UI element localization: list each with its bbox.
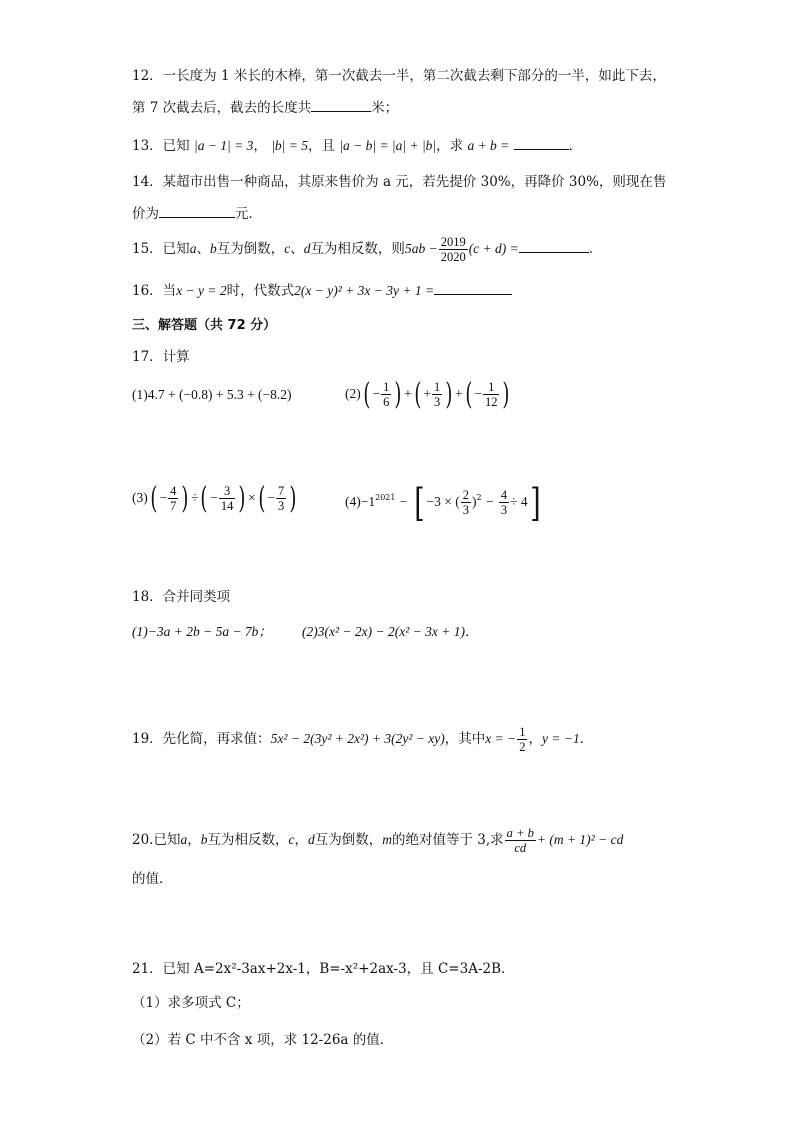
q14-text-3: 元．: [235, 206, 262, 222]
q15-mid3: 、: [290, 241, 304, 257]
q15-mid2: 互为倒数，: [216, 241, 285, 257]
q12-text-2: 第 7 次截去后，截去的长度共: [132, 100, 312, 116]
q17-p4-exponent: 2021: [375, 493, 396, 502]
q20-frac-num: a + b: [506, 826, 534, 840]
q20-var-b: b: [200, 832, 208, 847]
section-3-heading: [132, 316, 276, 336]
question-16: [132, 280, 512, 301]
q17-p4-inner-c: −: [485, 494, 494, 509]
q15-var-c: c: [284, 241, 291, 256]
q20-prefix: 20.已知: [132, 832, 181, 848]
q17-p2-lparen-1: (: [363, 376, 371, 412]
q17-p3-rparen-1: ): [181, 480, 189, 516]
q17-p4-inner-frac: [461, 488, 471, 517]
q17-p4-inner-frac-2-den: 3: [500, 503, 508, 517]
q17-p3-frac-2-num: 3: [219, 484, 236, 499]
q17-p3-lparen-1: (: [150, 480, 158, 516]
q17-p2-frac-3-den: 12: [484, 395, 498, 409]
q17-p2-frac-3-num: 1: [483, 380, 500, 395]
q17-p3-times: ×: [248, 490, 256, 505]
q17-p2-rparen-1: ): [394, 376, 402, 412]
q18-p1-expr: (1)−3a + 2b − 5a − 7b；: [132, 624, 272, 639]
q20-var-m: m: [382, 832, 392, 847]
q15-var-b: b: [209, 241, 217, 256]
q13-abs2: |b| = 5: [271, 138, 308, 153]
question-17-title: [132, 347, 190, 367]
q19-x-fraction: [517, 725, 527, 754]
q17-p2-frac-3: [483, 380, 500, 409]
q17-p3-lparen-3: (: [258, 480, 266, 516]
q17-p3-div: ÷: [191, 490, 199, 505]
q17-part-4: [345, 478, 542, 525]
q17-p3-frac-1: [168, 484, 178, 513]
q17-p4-inner-frac-2-num: 4: [500, 488, 508, 502]
q17-part-2: [345, 374, 512, 414]
q14-text-2: 价为: [132, 206, 159, 222]
question-19: [132, 724, 593, 754]
q17-p3-frac-3: [276, 484, 286, 513]
question-13: [132, 135, 582, 156]
q17-p2-frac-2: [432, 380, 442, 409]
q16-prefix: 16．当: [132, 283, 177, 299]
question-15: [132, 234, 602, 264]
q15-end: ．: [588, 241, 603, 257]
q20-t4: 互为倒数，: [314, 832, 383, 848]
q16-expression: 2(x − y)² + 3x − 3y + 1 =: [294, 283, 435, 298]
q13-sep1: ，: [253, 138, 267, 154]
q19-mid: ，其中: [444, 731, 486, 747]
q13-end: ．: [568, 138, 583, 154]
q17-p4-inner-frac-den: 3: [462, 503, 470, 517]
q17-p3-label: (3): [132, 490, 148, 505]
q13-sep2: ，且: [307, 138, 335, 154]
q17-p2-lparen-3: (: [464, 376, 472, 412]
q19-y-eq: y = −1: [541, 731, 580, 746]
q17-part-3: [132, 478, 299, 518]
q17-p2-frac-2-den: 3: [434, 395, 441, 409]
q20-frac-den: cd: [514, 841, 527, 855]
q20-t3: ，: [294, 832, 308, 848]
q13-ask: a + b =: [467, 138, 510, 153]
q17-p3-frac-3-den: 3: [278, 499, 285, 513]
q17-p2-rparen-3: ): [502, 376, 510, 412]
q17-p2-frac-1-num: 1: [383, 380, 390, 394]
q16-condition: x − y = 2: [176, 283, 227, 298]
q19-sep: ，: [528, 731, 542, 747]
q17-p4-inner-a: −3 × (: [426, 494, 460, 509]
q12-answer-blank[interactable]: [311, 97, 371, 112]
q17-p3-rparen-3: ): [289, 480, 297, 516]
q21-text: 21．已知 A=2x²-3ax+2x-1，B=-x²+2ax-3，且 C=3A-2B．: [132, 961, 515, 977]
q14-text-1: 14．某超市出售一种商品，其原来售价为 a 元，若先提价 30%，再降价 30%，则现在售: [132, 174, 667, 190]
q13-abs1: |a − 1| = 3: [193, 138, 254, 153]
q17-p4-inner-frac-num: 2: [462, 488, 470, 502]
q17-p3-frac-1-num: 4: [170, 484, 177, 498]
q12-text-3: 米；: [371, 100, 399, 116]
q17-p3-minus-2: −: [210, 490, 218, 505]
q15-mid4: 互为相反数，则: [310, 241, 405, 257]
q17-p4-inner-frac-2: [499, 488, 509, 517]
q17-p2-plus-2: +: [455, 386, 463, 401]
q20-line-2: 的值．: [132, 871, 173, 887]
q15-var-a: a: [189, 241, 197, 256]
q17-p2-minus-2: −: [474, 386, 482, 401]
q17-p2-frac-1-den: 6: [383, 395, 390, 409]
q15-expr-end: (c + d) =: [468, 241, 519, 256]
q19-x-frac-num: 1: [519, 725, 526, 739]
q17-p4-inner-exp: 2: [476, 493, 482, 502]
q17-p2-label: (2): [345, 386, 361, 401]
q21-part-2: [132, 1030, 393, 1050]
q20-t1: ，: [187, 832, 201, 848]
q17-p4-base: −1: [360, 494, 376, 509]
q15-var-d: d: [303, 241, 311, 256]
q17-p3-minus-1: −: [159, 490, 168, 505]
q13-sep3: ，求: [436, 138, 464, 154]
q17-p3-rparen-2: ): [238, 480, 246, 516]
q17-p4-inner-b: ): [472, 494, 477, 509]
question-14-line-1: [132, 172, 666, 192]
q17-p3-frac-3-num: 7: [278, 484, 285, 498]
question-12-line-1: [132, 66, 666, 86]
q16-mid: 时，代数式: [226, 283, 295, 299]
q13-condition: |a − b| = |a| + |b|: [339, 138, 437, 153]
q21-part-1: [132, 993, 250, 1013]
q20-var-d: d: [307, 832, 315, 847]
q20-t2: 互为相反数，: [207, 832, 289, 848]
question-18-title: [132, 587, 230, 607]
q21-part-2-text: （2）若 C 中不含 x 项，求 12-26a 的值．: [132, 1032, 394, 1048]
q17-p2-minus: −: [372, 386, 381, 401]
q17-p3-frac-2-den: 14: [220, 499, 234, 513]
q20-var-c: c: [288, 832, 295, 847]
q17-title: 17．计算: [132, 349, 190, 365]
q13-answer-blank[interactable]: [514, 135, 569, 150]
question-20-line-2: [132, 869, 173, 889]
q20-fraction: [505, 826, 536, 855]
q14-answer-blank[interactable]: [159, 203, 235, 218]
q17-p2-lparen-2: (: [414, 376, 422, 412]
q20-var-a: a: [180, 832, 188, 847]
question-20-line-1: [132, 825, 623, 855]
q15-answer-blank[interactable]: [519, 238, 589, 253]
q17-p3-lparen-2: (: [200, 480, 208, 516]
q15-mid1: 、: [196, 241, 210, 257]
section-3-title: 三、解答题（共 72 分）: [132, 318, 277, 333]
q19-expression: 5x² − 2(3y² + 2x²) + 3(2y² − xy): [270, 731, 445, 746]
q18-part-2: [302, 622, 478, 642]
q17-p2-rparen-2: ): [445, 376, 453, 412]
question-21-line-1: [132, 959, 515, 979]
q13-prefix: 13．已知: [132, 138, 190, 154]
q15-frac-den: 2020: [440, 250, 466, 264]
q17-p1-expr: (1)4.7 + (−0.8) + 5.3 + (−8.2): [132, 387, 292, 402]
q17-part-1: [132, 385, 292, 405]
q17-p4-label: (4): [345, 494, 361, 509]
question-14-line-2: [132, 203, 262, 224]
q16-answer-blank[interactable]: [434, 280, 512, 295]
q17-p2-plus-sign: +: [423, 386, 432, 401]
q18-part-1: [132, 622, 272, 642]
q19-x-eq: x = −: [485, 731, 517, 746]
q17-p2-plus-1: +: [404, 386, 412, 401]
q18-p2-expr: (2)3(x² − 2x) − 2(x² − 3x + 1)．: [302, 624, 479, 639]
q17-p3-frac-2: [219, 484, 236, 513]
q15-fraction: [439, 235, 468, 264]
q15-prefix: 15．已知: [132, 241, 190, 257]
q21-part-1-text: （1）求多项式 C；: [132, 995, 250, 1011]
q17-p4-rbracket: ]: [529, 480, 541, 525]
q17-p2-frac-2-num: 1: [434, 380, 441, 394]
q17-p3-frac-1-den: 7: [170, 499, 177, 513]
q12-text-1: 12．一长度为 1 米长的木棒，第一次截去一半，第二次截去剩下部分的一半，如此下去，: [132, 68, 666, 84]
q18-title: 18．合并同类项: [132, 589, 231, 605]
q17-p4-minus: −: [399, 494, 408, 509]
q20-expression-tail: + (m + 1)² − cd: [536, 832, 624, 847]
q19-end: ．: [579, 731, 594, 747]
q15-frac-num: 2019: [440, 235, 466, 249]
q19-x-frac-den: 2: [519, 740, 526, 754]
question-12-line-2: [132, 97, 398, 118]
q17-p4-lbracket: [: [413, 480, 425, 525]
q19-prefix: 19．先化简，再求值：: [132, 731, 271, 747]
q17-p3-minus-3: −: [267, 490, 276, 505]
q17-p2-frac-1: [381, 380, 391, 409]
q15-expr-start: 5ab −: [404, 241, 438, 256]
q20-t5: 的绝对值等于 3,求: [391, 832, 504, 848]
q17-p4-inner-d: ÷ 4: [510, 494, 528, 509]
